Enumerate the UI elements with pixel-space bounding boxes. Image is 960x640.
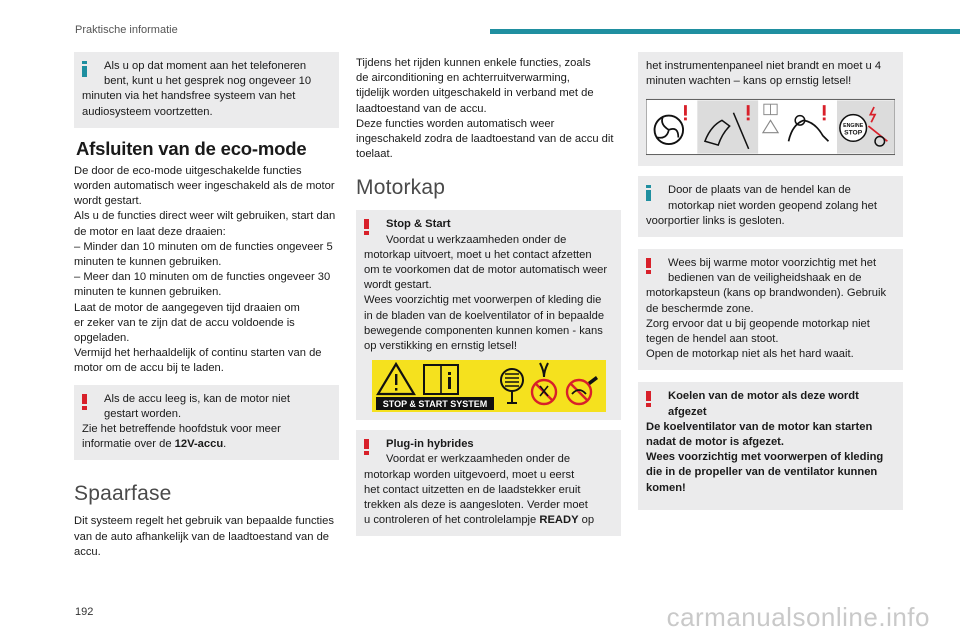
info-box-hood-lever bbox=[638, 176, 903, 237]
hood-lever-rest: motorkap niet worden geopend zolang het voorportier links is gesloten. bbox=[646, 199, 877, 227]
spaarfase-continued-text: Tijdens het rijden kunnen enkele functies, zoals de airconditioning en achterruitverwarming, tijdelijk worden uitgeschakeld in verband met de laadtoestand van de accu. Deze functies worden automatisch weer ingeschakeld zodra de laadtoestand van de accu dit toelaat. bbox=[356, 57, 614, 161]
engine-label-line1: ENGINE bbox=[843, 123, 864, 130]
header-accent-bar bbox=[490, 29, 960, 34]
warning-icon bbox=[646, 391, 651, 407]
eco-mode-text: De door de eco-mode uitgeschakelde functies worden automatisch weer ingeschakeld als de motor wordt gestart. Als u de functies direct weer wilt gebruiken, start dan de motor en laat deze draaien: – Minder dan 10 minuten om de functies ongeveer 5 minuten te kunnen gebruiken. – Meer dan 10 minuten om de functies ongeveer 30 minuten te kunnen gebruiken. Laat de motor de aangegeven tijd draaien om er zeker van te zijn dat de accu voldoende is opgeladen. Vermijd het herhaaldelijk of continu starten van de motor om de accu bij te laden. bbox=[74, 164, 336, 375]
stop-start-title: Stop & Start bbox=[386, 218, 451, 231]
info-box-text-line1: Als u op dat moment aan het telefoneren bbox=[104, 60, 307, 72]
warning-box-engine-cooling bbox=[638, 382, 903, 509]
warning-box-continued bbox=[638, 52, 903, 166]
hot-engine-rest: bedienen van de veiligheidshaak en de motorkapsteun (kans op brandwonden). Gebruik de beschermde zone. Zorg ervoor dat u bij geopende motorkap niet tegen de hendel aan stoot. Open de motorkap niet als het hard waait. bbox=[646, 272, 887, 361]
info-box-telephone bbox=[74, 52, 339, 128]
warning-box-plug-in-hybrid bbox=[356, 430, 621, 536]
page-number: 192 bbox=[75, 606, 94, 618]
heading-eco-mode-exit: Afsluiten van de eco-mode bbox=[76, 137, 307, 159]
running-header: Praktische informatie bbox=[75, 24, 178, 36]
warning-battery-line1: Als de accu leeg is, kan de motor niet bbox=[104, 392, 290, 405]
warning-icon bbox=[646, 258, 651, 274]
column-2 bbox=[356, 56, 621, 536]
plug-in-hybrid-title: Plug-in hybrides bbox=[386, 438, 474, 451]
spaarfase-text: Dit systeem regelt het gebruik van bepaalde functies van de auto afhankelijk van de laadtoestand van de accu. bbox=[74, 515, 334, 558]
continued-warning-text: het instrumentenpaneel niet brandt en moet u 4 minuten wachten – kans op ernstig letsel! bbox=[646, 60, 882, 88]
engine-label-line2: STOP bbox=[844, 130, 863, 138]
stop-start-text: Voordat u werkzaamheden onder de motorkap uitvoert, moet u het contact afzetten om te voorkomen dat de motor automatisch weer wordt gestart. Wees voorzichtig met voorwerpen of kleding die in de bladen van de koelventilator of in bepaalde bewegende componenten kunnen komen - kans op verstikking en ernstig letsel! bbox=[364, 233, 608, 353]
column-3 bbox=[638, 52, 903, 510]
info-icon bbox=[82, 61, 87, 77]
engine-cooling-rest: afgezet De koelventilator van de motor kan starten nadat de motor is afgezet. Wees voorzichtig met voorwerpen of kleding die in de propeller van de ventilator kunnen komen! bbox=[646, 405, 884, 494]
hybrid-warning-label-image bbox=[646, 98, 895, 156]
hybrid-warning-pictograms bbox=[646, 98, 895, 156]
warning-battery-rest: gestart worden. Zie het betreffende hoofdstuk voor meer informatie over de 12V-accu. bbox=[82, 407, 281, 451]
warning-box-hot-engine bbox=[638, 249, 903, 370]
warning-icon bbox=[82, 394, 87, 410]
stop-start-label-image bbox=[364, 360, 613, 412]
column-1 bbox=[74, 52, 339, 560]
warning-icon bbox=[364, 219, 369, 235]
info-icon bbox=[646, 185, 651, 201]
heading-motorkap: Motorkap bbox=[356, 176, 446, 200]
hood-lever-line1: Door de plaats van de hendel kan de bbox=[668, 184, 851, 197]
warning-box-stop-start bbox=[356, 210, 621, 420]
heading-spaarfase: Spaarfase bbox=[74, 482, 172, 506]
stop-start-warning-label bbox=[372, 360, 606, 412]
battery-link-text: 12V-accu bbox=[174, 438, 224, 451]
watermark: carmanualsonline.info bbox=[666, 602, 930, 632]
warning-box-battery bbox=[74, 385, 339, 461]
hot-engine-line1: Wees bij warme motor voorzichtig met het bbox=[668, 257, 877, 270]
stop-start-label-text: STOP & START SYSTEM bbox=[382, 399, 487, 410]
info-box-text-rest: bent, kunt u het gesprek nog ongeveer 10 minuten via het handsfree systeem van het audiosysteem voortzetten. bbox=[82, 75, 312, 118]
warning-icon bbox=[364, 439, 369, 455]
engine-cooling-line1: Koelen van de motor als deze wordt bbox=[668, 390, 859, 403]
plug-in-hybrid-text: Voordat er werkzaamheden onder de motorkap worden uitgevoerd, moet u eerst het contact uitzetten en de laadstekker eruit trekken als deze is aangesloten. Verder moet u controleren of het controlelampje READY op bbox=[364, 453, 595, 527]
